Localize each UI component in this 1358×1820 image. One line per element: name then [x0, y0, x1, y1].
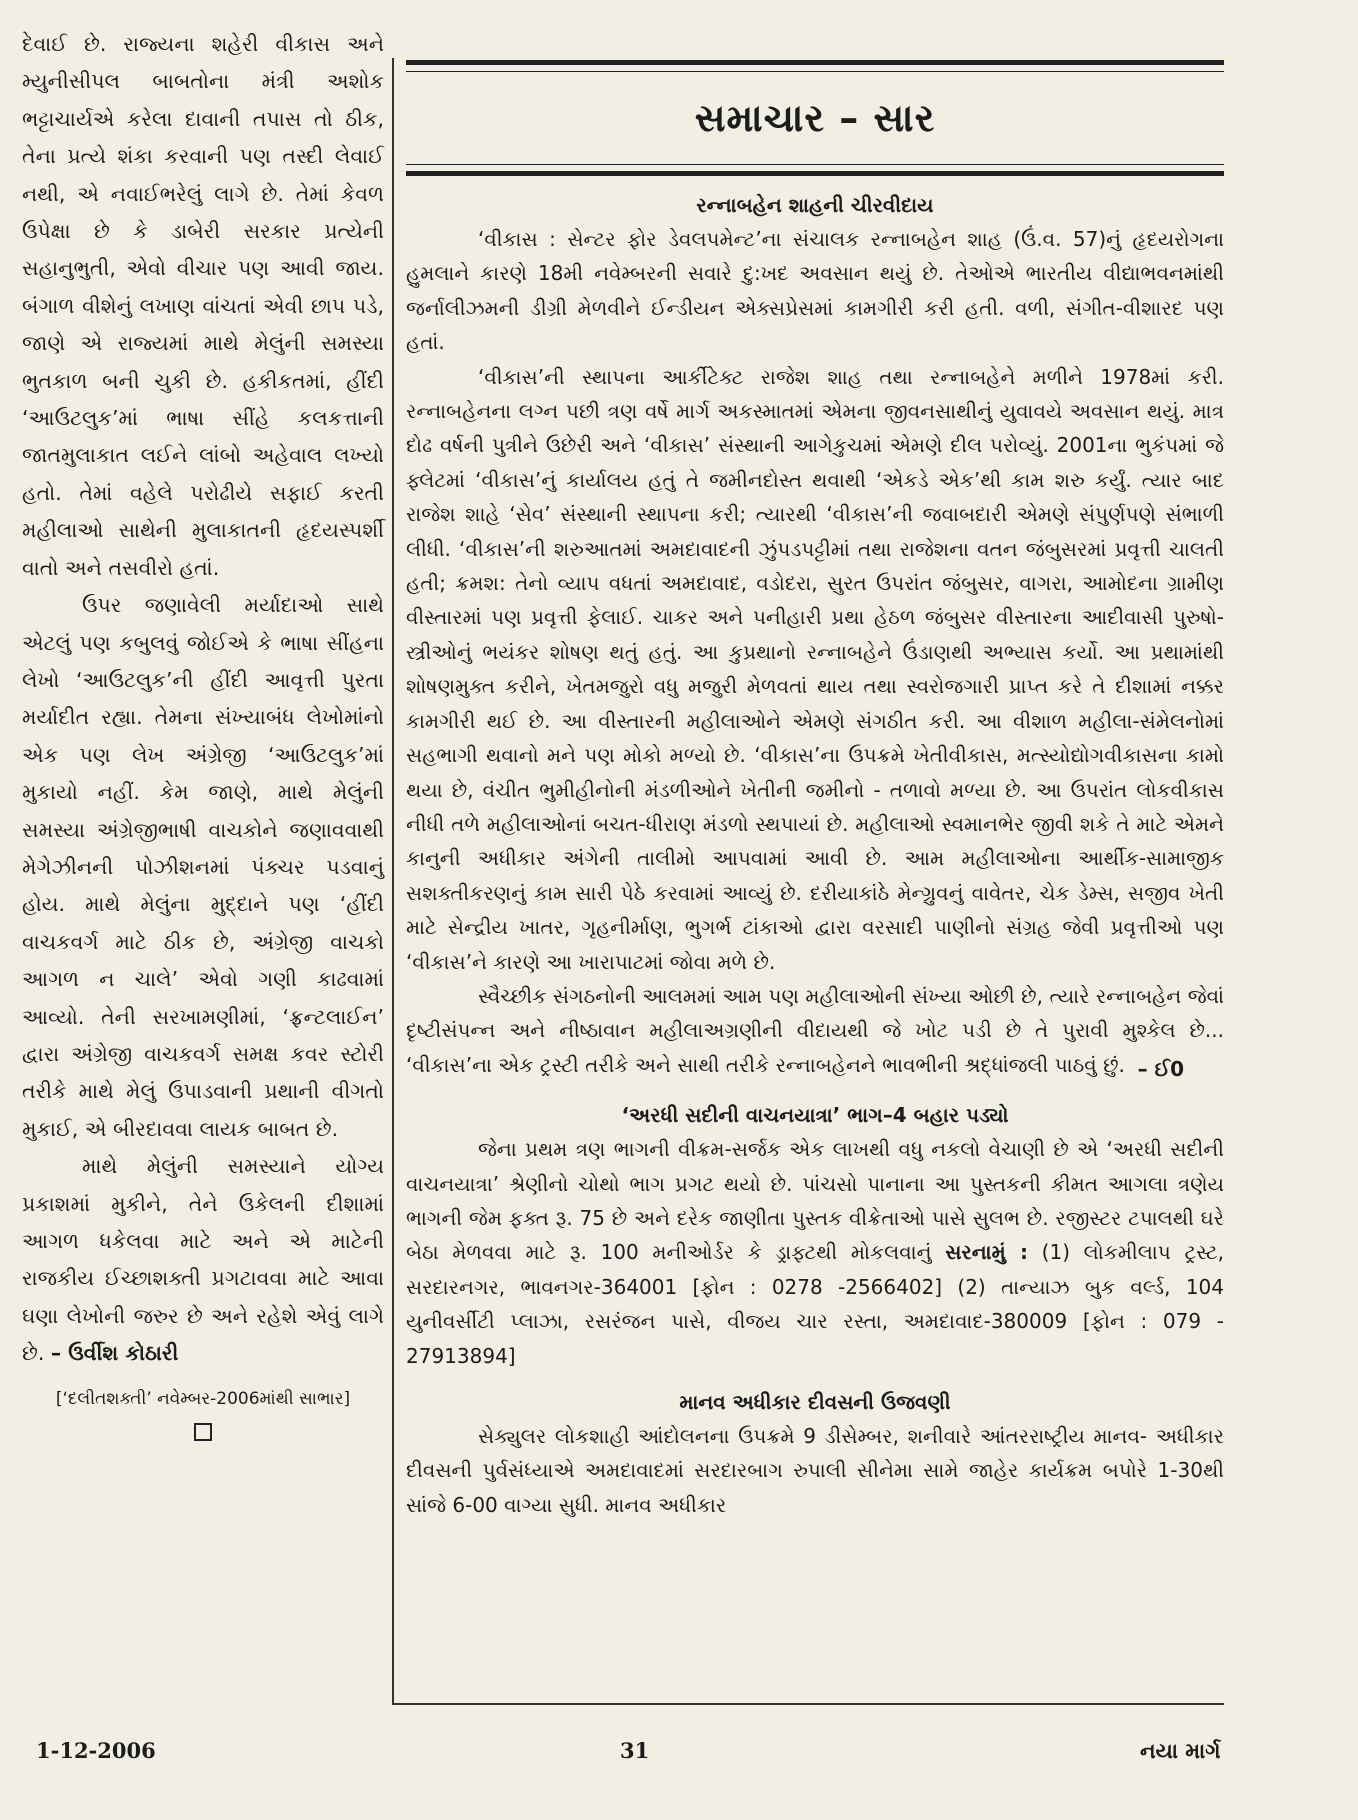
end-mark-icon [194, 1423, 212, 1441]
article1-heading: રન્નાબહેન શાહની ચીરવીદાય [696, 193, 934, 217]
left-paragraph-3-text: માથે મેલુંની સમસ્યાને યોગ્ય પ્રકાશમાં મુકીને, તેને ઉકેલની દીશામાં આગળ ધકેલવા માટે અને એ માટેની રાજકીય ઈચ્છાશક્તી પ્રગટાવવા માટે આવા ઘણા લેખોની જરુર છે અને રહેશે એવું લાગે છે. [22, 1154, 384, 1366]
article2-text: જેના પ્રથમ ત્રણ ભાગની વીક્રમ-સર્જક એક લાખથી વધુ નકલો વેચાણી છે એ ‘અરધી સદીની વાચનયાત્રા’ શ્રેણીનો ચોથો ભાગ પ્રગટ થયો છે. પાંચસો પાનાના આ પુસ્તકની કીમત આગલા ત્રણેય ભાગની જેમ ફક્ત રૂ. 75 છે અને દરેક જાણીતા પુસ્તક વીક્રેતાઓ પાસે સુલભ છે. રજીસ્ટર ટપાલથી ઘરે બેઠા મેળવવા માટે રૂ. 100 મનીઓર્ડર કે ડ્રાફ્ટથી મોકલવાનું [406, 1137, 1224, 1265]
page-number: 31 [620, 1738, 650, 1763]
bottom-divider [392, 1703, 1224, 1705]
journal-name: નયા માર્ગ [1140, 1738, 1221, 1763]
article1-paragraph-3: સ્વૈચ્છીક સંગઠનોની આલમમાં આમ પણ મહીલાઓની સંખ્યા ઓછી છે, ત્યારે રન્નાબહેન જેવાં દૃષ્ટીસંપન્ન અને નીષ્ઠાવાન મહીલાઅગ્રણીની વીદાયથી જે ખોટ પડી છે તે પુરાવી મુશ્કેલ છે... ‘વીકાસ’ના એક ટ્રસ્ટી તરીકે અને સાથી તરીકે રન્નાબહેનને ભાવભીની શ્રદ્ધાંજલી પાઠવું છું. [406, 983, 1224, 1077]
left-column [22, 26, 384, 1441]
article3-body: સેક્યુલર લોકશાહી આંદોલનના ઉપક્રમે 9 ડીસેમ્બર, શનીવારે આંતરરાષ્ટ્રીય માનવ- અધીકાર દીવસની પુર્વસંધ્યાએ અમદાવાદમાં સરદારબાગ રુપાલી સીનેમા સામે જાહેર કાર્યક્રમ બપોરે 1-30થી સાંજે 6-00 વાગ્યા સુધી. માનવ અધીકાર [406, 1424, 1224, 1517]
article2-heading: ‘અરધી સદીની વાચનયાત્રા’ ભાગ–4 બહાર પડ્યો [621, 1103, 1009, 1128]
footer-date: 1-12-2006 [36, 1738, 156, 1763]
article1-paragraph-1: ‘વીકાસ : સેન્ટર ફોર ડેવલપમેન્ટ’ના સંચાલક રન્નાબહેન શાહ (ઉં.વ. 57)નું હૃદયરોગના હુમલાને કારણે 18મી નવેમ્બરની સવારે દુ:ખદ અવસાન થયું છે. તેઓએ ભારતીય વીદ્યાભવનમાંથી જર્નાલીઝમની ડીગ્રી મેળવીને ઈન્ડીયન એક્સપ્રેસમાં કામગીરી કરી હતી. વળી, સંગીત-વીશારદ પણ હતાં. [406, 227, 1224, 355]
author-signature: – ઉર્વીશ કોઠારી [50, 1341, 179, 1366]
article1-paragraph-2: ‘વીકાસ’ની સ્થાપના આર્કીટેક્ટ રાજેશ શાહ તથા રન્નાબહેને મળીને 1978માં કરી. રન્નાબહેનના લગ્ન પછી ત્રણ વર્ષે માર્ગ અકસ્માતમાં એમના જીવનસાથીનું યુવાવયે અવસાન થયું. માત્ર દોઢ વર્ષની પુત્રીને ઉછેરી અને ‘વીકાસ’ સંસ્થાની આગેકુચમાં એમણે દીલ પરોવ્યું. 2001ના ભુકંપમાં જે ફ્લેટમાં ‘વીકાસ’નું કાર્યાલય હતું તે જમીનદોસ્ત થવાથી ‘એકડે એક’થી કામ શરુ કર્યું. ત્યાર બાદ રાજેશ શાહે ‘સેવ’ સંસ્થાની સ્થાપના કરી; ત્યારથી ‘વીકાસ’ની જવાબદારી એમણે સંપુર્ણપણે સંભાળી લીધી. ‘વીકાસ’ની શરુઆતમાં અમદાવાદની ઝુંપડપટ્ટીમાં તથા રાજેશના વતન જંબુસરમાં પ્રવૃત્તી ચાલતી હતી; ક્રમશ: તેનો વ્યાપ વધતાં અમદાવાદ, વડોદરા, સુરત ઉપરાંત જંબુસર, વાગરા, આમોદના ગ્રામીણ વીસ્તારમાં પણ પ્રવૃત્તી ફેલાઈ. ચાકર અને પનીહારી પ્રથા હેઠળ જંબુસર વીસ્તારના આદીવાસી પુરુષો-સ્ત્રીઓનું ભયંકર શોષણ થતું હતું. આ કુપ્રથાનો રન્નાબહેને ઉંડાણથી અભ્યાસ કર્યો. આ પ્રથામાંથી શોષણમુક્ત કરીને, ખેતમજુરો વધુ મજુરી મેળવતાં થાય તથા સ્વરોજગારી પ્રાપ્ત કરે તે દીશામાં નક્કર કામગીરી થઈ છે. આ વીસ્તારની મહીલાઓને એમણે સંગઠીત કરી. આ વીશાળ મહીલા-સંમેલનોમાં સહભાગી થવાનો મને પણ મોકો મળ્યો છે. ‘વીકાસ’ના ઉપક્રમે ખેતીવીકાસ, મત્સ્યોદ્યોગવીકાસના કામો થયા છે, વંચીત ભુમીહીનોની મંડળીઓને ખેતીની જમીનો - તળાવો મળ્યા છે. આ ઉપરાંત લોકવીકાસ નીધી તળે મહીલાઓનાં બચત-ધીરાણ મંડળો સ્થપાયાં છે. મહીલાઓ સ્વમાનભેર જીવી શકે તે માટે એમને કાનુની અધીકાર અંગેની તાલીમો આપવામાં આવી છે. આમ મહીલાઓના આર્થીક-સામાજીક સશક્તીકરણનું કામ સારી પેઠે કરવામાં આવ્યું છે. દરીયાકાંઠે મેન્ગ્રુવનું વાવેતર, ચેક ડેમ્સ, સજીવ ખેતી માટે સેન્દ્રીય ખાતર, ગૃહનીર્માણ, ભુગર્ભ ટાંકાઓ દ્વારા વરસાદી પાણીનો સંગ્રહ જેવી પ્રવૃત્તીઓ પણ ‘વીકાસ’ને કારણે આ ખારાપાટમાં જોવા મળે છે. [406, 364, 1224, 974]
left-paragraph-3 [22, 1148, 384, 1372]
left-paragraph-2: ઉપર જણાવેલી મર્યાદાઓ સાથે એટલું પણ કબુલવું જોઈએ કે ભાષા સીંહના લેખો ‘આઉટલુક’ની હીંદી આવૃત્તી પુરતા મર્યાદીત રહ્યા. તેમના સંખ્યાબંધ લેખોમાંનો એક પણ લેખ અંગ્રેજી ‘આઉટલુક’માં મુકાયો નહીં. કેમ જાણે, માથે મેલુંની સમસ્યા અંગ્રેજીભાષી વાચકોને જણાવવાથી મેગેઝીનની પોઝીશનમાં પંક્ચર પડવાનું હોય. માથે મેલુંના મુદ્દાને પણ ‘હીંદી વાચકવર્ગ માટે ઠીક છે, અંગ્રેજી વાચકો આગળ ન ચાલે’ એવો ગણી કાઢવામાં આવ્યો. તેની સરખામણીમાં, ‘ફ્રન્ટલાઈન’ દ્વારા અંગ્રેજી વાચકવર્ગ સમક્ષ કવર સ્ટોરી તરીકે માથે મેલું ઉપાડવાની પ્રથાની વીગતો મુકાઈ, એ બીરદાવવા લાયક બાબત છે. [22, 593, 384, 1141]
article1-signoff: – ઈ0 [1137, 1057, 1184, 1082]
section-masthead [406, 60, 1224, 176]
address-label: સરનામું : [945, 1240, 1028, 1265]
article3-heading: માનવ અધીકાર દીવસની ઉજવણી [679, 1390, 951, 1414]
address-text: (1) લોકમીલાપ ટ્રસ્ટ, સરદારનગર, ભાવનગર-364001 [ફોન : 0278 -2566402] (2) તાન્યાઝ બુક વર્લ્ડ, 104 યુનીવર્સીટી પ્લાઝા, રસરંજન પાસે, વીજય ચાર રસ્તા, અમદાવાદ-380009 [ફોન : 079 - 27913894] [406, 1240, 1224, 1368]
right-column [406, 60, 1224, 1522]
source-note: [‘દલીતશક્તી’ નવેમ્બર-2006માંથી સાભાર] [55, 1388, 351, 1409]
left-paragraph-1: દેવાઈ છે. રાજ્યના શહેરી વીકાસ અને મ્યુનીસીપલ બાબતોના મંત્રી અશોક ભટ્ટાચાર્યએ કરેલા દાવાની તપાસ તો ઠીક, તેના પ્રત્યે શંકા કરવાની પણ તસ્દી લેવાઈ નથી, એ નવાઈભરેલું લાગે છે. તેમાં કેવળ ઉપેક્ષા છે કે ડાબેરી સરકાર પ્રત્યેની સહાનુભુતી, એવો વીચાર પણ આવી જાય. બંગાળ વીશેનું લખાણ વાંચતાં એવી છાપ પડે, જાણે એ રાજ્યમાં માથે મેલુંની સમસ્યા ભુતકાળ બની ચુકી છે. હકીકતમાં, હીંદી ‘આઉટલુક’માં ભાષા સીંહે કલકત્તાની જાતમુલાકાત લઈને લાંબો અહેવાલ લખ્યો હતો. તેમાં વહેલે પરોઢીયે સફાઈ કરતી મહીલાઓ સાથેની મુલાકાતની હૃદયસ્પર્શી વાતો અને તસવીરો હતાં. [22, 32, 384, 580]
article2-body [406, 1132, 1224, 1373]
column-divider [392, 58, 394, 1703]
section-title: સમાચાર – સાર [694, 96, 936, 140]
